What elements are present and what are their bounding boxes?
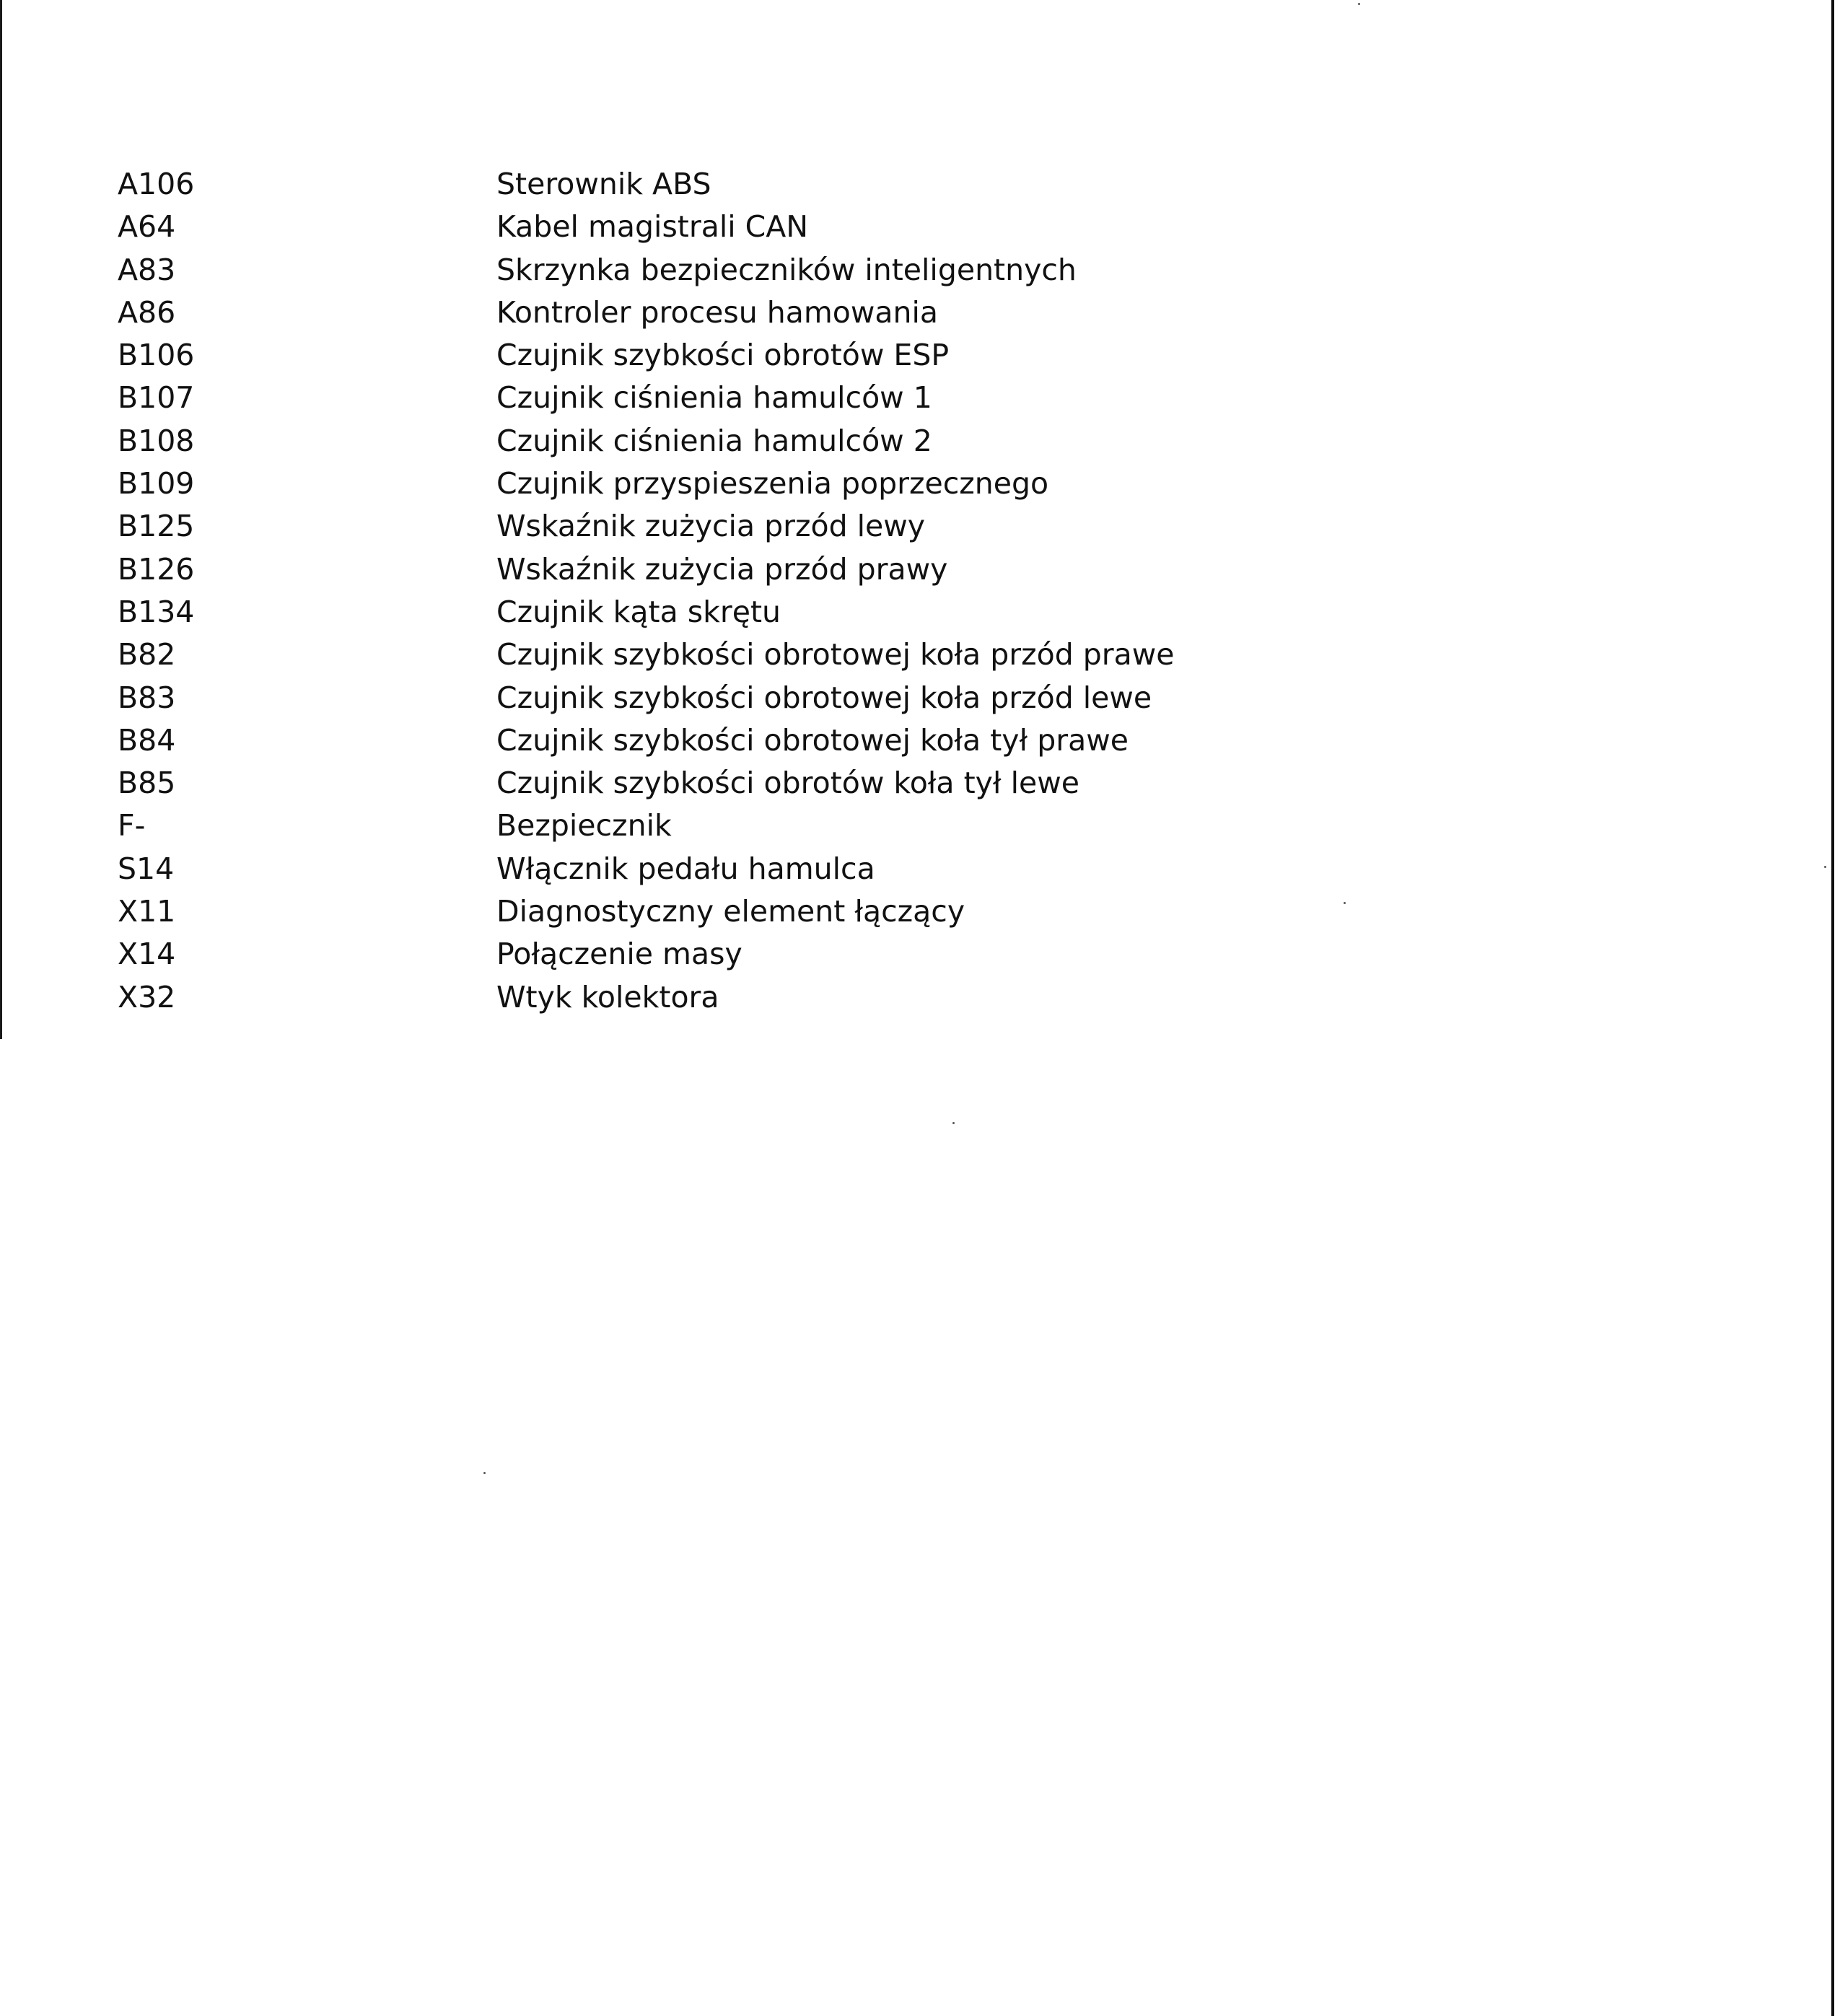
legend-row	[118, 334, 1272, 377]
legend-row	[118, 805, 1272, 847]
component-code: B83	[118, 680, 176, 715]
component-description: Bezpiecznik	[496, 808, 672, 843]
component-description: Czujnik ciśnienia hamulców 2	[496, 423, 932, 458]
component-code: B82	[118, 637, 176, 672]
component-code: A86	[118, 294, 176, 330]
legend-row	[118, 762, 1272, 805]
component-description: Wskaźnik zużycia przód prawy	[496, 551, 948, 587]
component-description: Sterownik ABS	[496, 167, 711, 201]
scan-speck	[483, 1472, 486, 1474]
component-code: S14	[118, 851, 175, 886]
scan-edge-right	[1831, 0, 1834, 2016]
legend-row	[118, 420, 1272, 463]
component-legend-list	[118, 163, 1272, 1019]
component-code: B85	[118, 766, 176, 801]
legend-row	[118, 292, 1272, 334]
component-code: B126	[118, 551, 195, 587]
scan-speck	[1344, 902, 1346, 904]
component-code: B84	[118, 722, 176, 758]
component-code: B134	[118, 594, 195, 629]
scan-speck	[1824, 866, 1826, 868]
component-code: F-	[118, 808, 146, 843]
component-code: A64	[118, 209, 176, 245]
legend-row	[118, 634, 1272, 676]
legend-row	[118, 677, 1272, 719]
component-description: Czujnik szybkości obrotowej koła przód lewe	[496, 680, 1152, 715]
component-description: Czujnik przyspieszenia poprzecznego	[496, 466, 1049, 501]
legend-row	[118, 505, 1272, 548]
component-code: B108	[118, 423, 195, 458]
component-code: B109	[118, 466, 195, 501]
component-description: Czujnik szybkości obrotowej koła tył prawe	[496, 722, 1129, 758]
component-description: Diagnostyczny element łączący	[496, 894, 965, 929]
component-description: Kontroler procesu hamowania	[496, 294, 939, 330]
scan-speck	[1358, 3, 1360, 5]
legend-row	[118, 249, 1272, 292]
legend-row	[118, 163, 1272, 206]
scan-speck	[952, 1122, 955, 1124]
legend-row	[118, 933, 1272, 976]
component-description: Kabel magistrali CAN	[496, 209, 809, 245]
component-description: Wskaźnik zużycia przód lewy	[496, 509, 926, 544]
legend-row	[118, 206, 1272, 248]
component-code: X11	[118, 894, 176, 929]
legend-row	[118, 463, 1272, 505]
legend-row	[118, 591, 1272, 634]
legend-row	[118, 890, 1272, 933]
component-code: X14	[118, 937, 176, 972]
component-code: X32	[118, 979, 176, 1014]
component-description: Czujnik szybkości obrotów koła tył lewe	[496, 766, 1079, 801]
component-description: Czujnik kąta skrętu	[496, 594, 781, 629]
component-description: Wtyk kolektora	[496, 979, 719, 1014]
component-description: Włącznik pedału hamulca	[496, 851, 875, 886]
scan-edge-left	[0, 0, 2, 1039]
legend-row	[118, 848, 1272, 890]
component-code: B107	[118, 380, 195, 416]
component-code: A83	[118, 252, 176, 287]
component-description: Czujnik szybkości obrotowej koła przód prawe	[496, 637, 1175, 672]
legend-row	[118, 548, 1272, 591]
component-description: Połączenie masy	[496, 937, 742, 972]
component-description: Skrzynka bezpieczników inteligentnych	[496, 252, 1077, 287]
legend-row	[118, 976, 1272, 1019]
legend-row	[118, 719, 1272, 762]
component-code: A106	[118, 167, 195, 201]
component-description: Czujnik ciśnienia hamulców 1	[496, 380, 932, 416]
component-description: Czujnik szybkości obrotów ESP	[496, 338, 950, 373]
legend-row	[118, 377, 1272, 419]
component-code: B125	[118, 509, 195, 544]
component-code: B106	[118, 338, 195, 373]
